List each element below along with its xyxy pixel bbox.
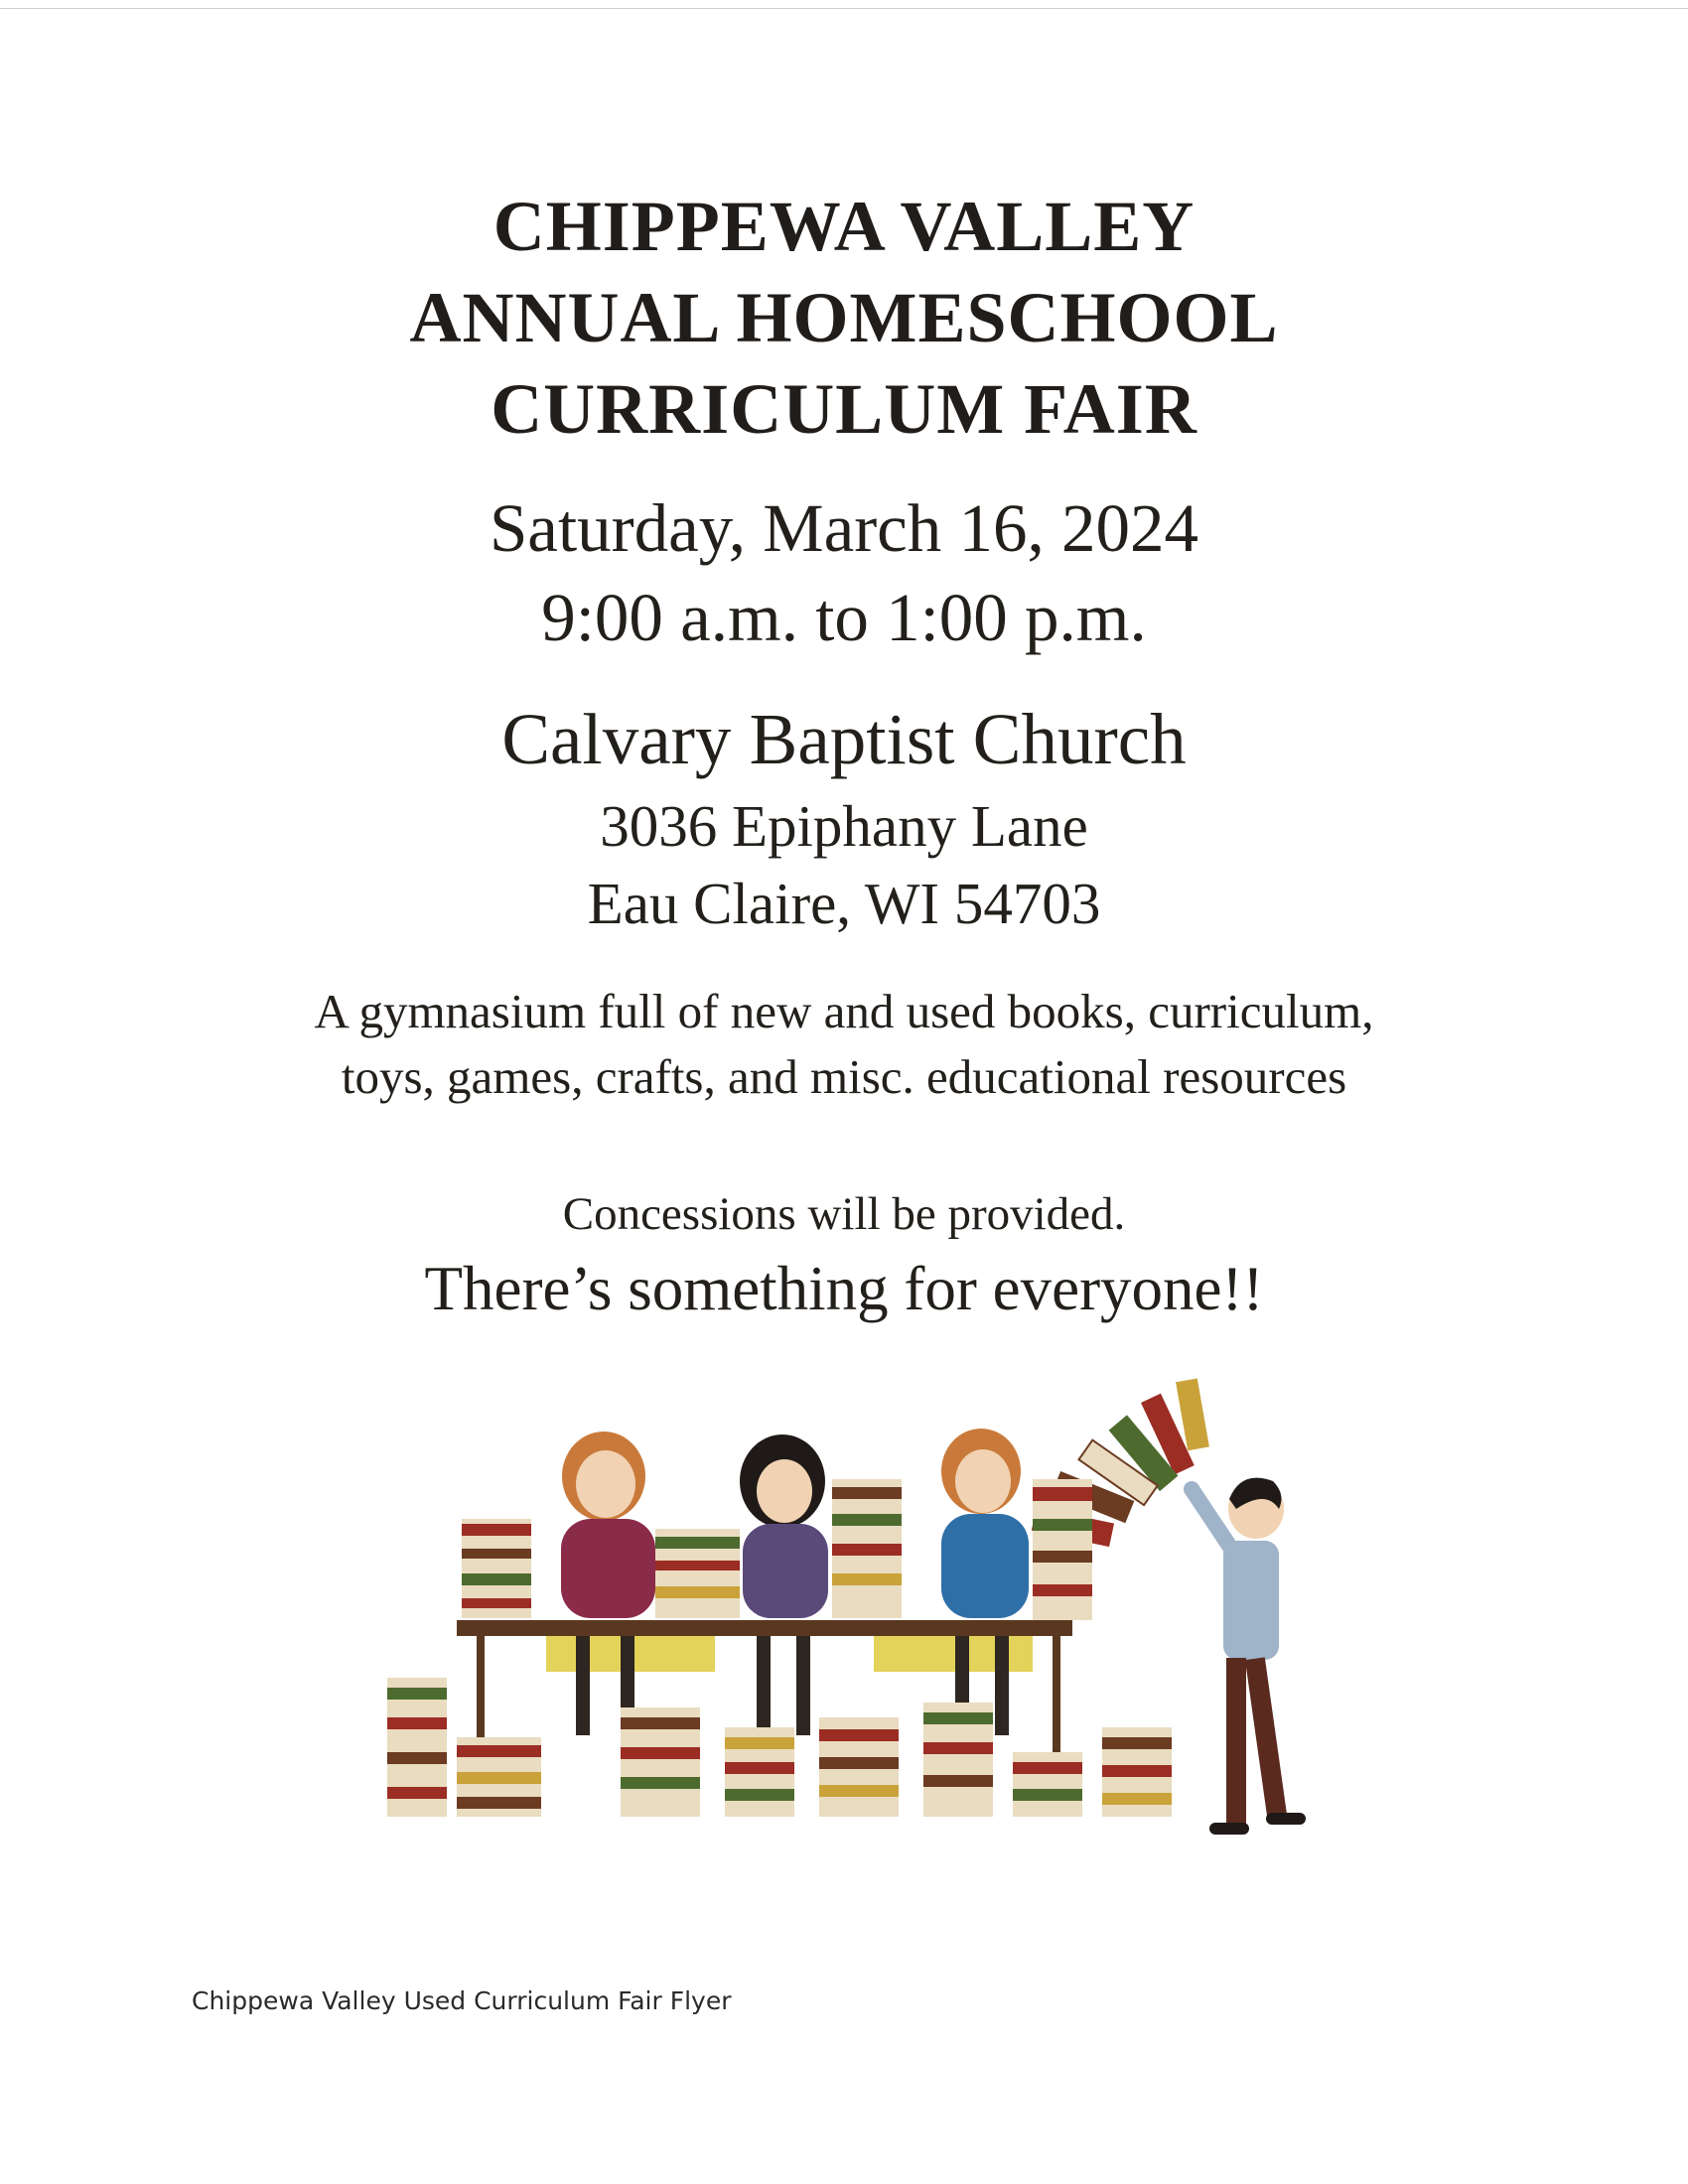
venue-address	[0, 787, 1688, 942]
flyer-title	[0, 181, 1688, 455]
description-line-1: A gymnasium full of new and used books, curriculum,	[314, 984, 1374, 1038]
title-line-2: ANNUAL HOMESCHOOL	[409, 278, 1279, 357]
page-top-rule	[0, 8, 1688, 9]
person-one	[561, 1432, 655, 1735]
description-line-2: toys, games, crafts, and misc. educational resources	[341, 1049, 1347, 1104]
person-three	[941, 1429, 1029, 1735]
books-table-people-illustration	[367, 1360, 1340, 1886]
venue-name: Calvary Baptist Church	[501, 699, 1187, 779]
concessions-note: Concessions will be provided.	[562, 1188, 1126, 1240]
person-two	[740, 1434, 828, 1735]
address-street: 3036 Epiphany Lane	[600, 793, 1088, 859]
title-line-3: CURRICULUM FAIR	[491, 369, 1197, 449]
title-line-1: CHIPPEWA VALLEY	[492, 187, 1196, 266]
footer-caption: Chippewa Valley Used Curriculum Fair Flyer	[192, 1986, 732, 2015]
address-city: Eau Claire, WI 54703	[587, 871, 1101, 936]
event-time: 9:00 a.m. to 1:00 p.m.	[541, 580, 1147, 655]
event-description	[0, 979, 1688, 1110]
man-standing	[1192, 1478, 1306, 1835]
event-date: Saturday, March 16, 2024	[489, 490, 1199, 566]
tagline: There’s something for everyone!!	[424, 1254, 1264, 1323]
